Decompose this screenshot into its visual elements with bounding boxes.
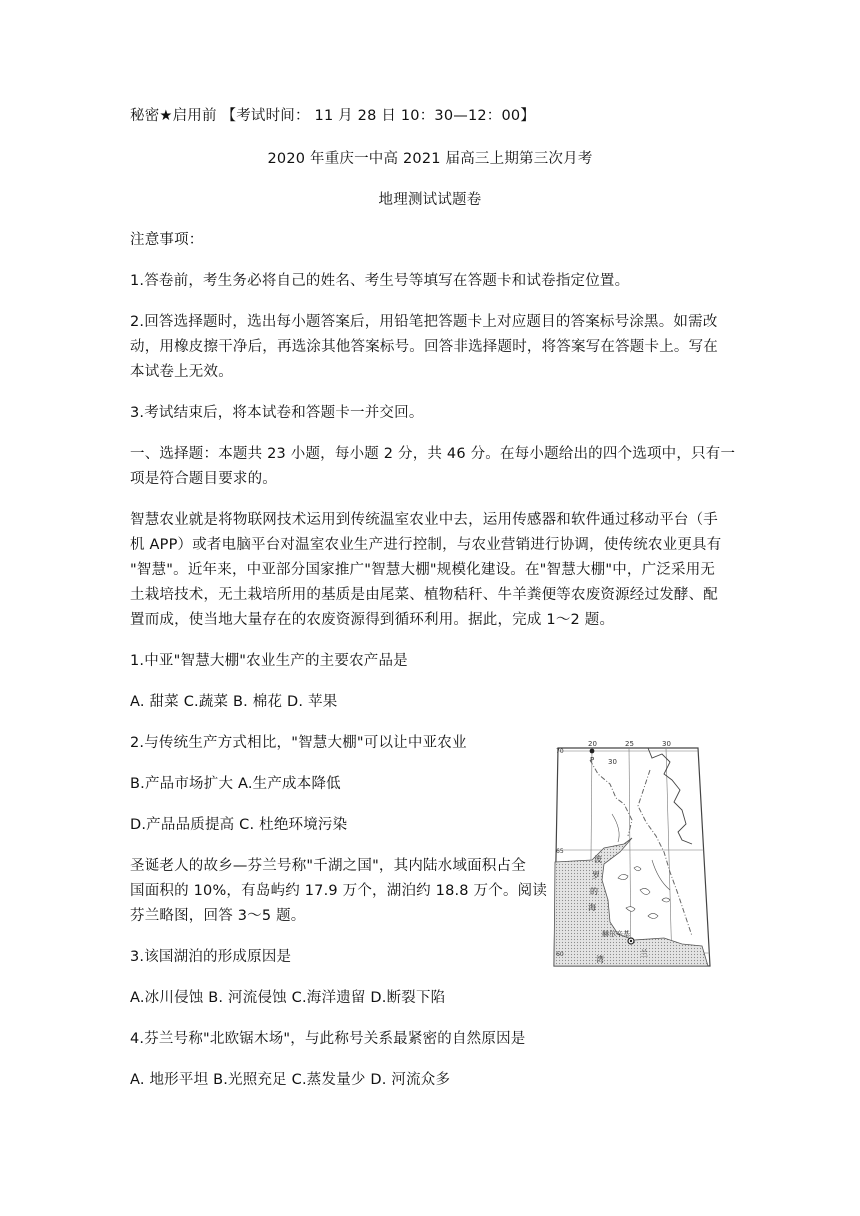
note-item-2-line-2: 动，用橡皮擦干净后，再选涂其他答案标号。回答非选择题时，将答案写在答题卡上。写在 — [130, 339, 718, 355]
passage1-line-3: "智慧"。近年来，中亚部分国家推广"智慧大棚"规模化建设。在"智慧大棚"中，广泛采用无 — [130, 562, 716, 578]
question-1-options: A. 甜菜 C.蔬菜 B. 棉花 D. 苹果 — [130, 694, 338, 710]
passage1-line-2: 机 APP）或者电脑平台对温室农业生产进行控制，与农业营销进行协调，使传统农业更具有 — [130, 537, 722, 553]
lat-label-70: 70 — [556, 748, 564, 755]
secret-line: 秘密★启用前 【考试时间： 11 月 28 日 10：30—12：00】 — [130, 108, 536, 124]
finland-map — [552, 740, 712, 968]
lat-label-60: 60 — [556, 951, 564, 958]
note-item-2-line-3: 本试卷上无效。 — [130, 364, 233, 380]
sea-label-4: 海 — [588, 903, 596, 912]
lon-label-25: 25 — [625, 740, 634, 748]
passage1-line-1: 智慧农业就是将物联网技术运用到传统温室农业中去，运用传感器和软件通过移动平台（手 — [130, 512, 718, 528]
note-item-1: 1.答卷前，考生务必将自己的姓名、考生号等填写在答题卡和试卷指定位置。 — [130, 273, 630, 289]
lat-label-65: 65 — [556, 848, 564, 855]
exam-subtitle: 地理测试试题卷 — [378, 192, 482, 208]
capital-label: 赫尔辛基 — [602, 930, 630, 938]
question-4-stem: 4.芬兰号称"北欧锯木场"，与此称号关系最紧密的自然原因是 — [130, 1031, 526, 1047]
point-p-label: P — [590, 756, 595, 764]
section1-line-1: 一、选择题：本题共 23 小题，每小题 2 分，共 46 分。在每小题给出的四个选项中，只有一 — [130, 446, 736, 462]
question-4-options: A. 地形平坦 B.光照充足 C.蒸发量少 D. 河流众多 — [130, 1072, 451, 1088]
sea-label-2: 罗 — [592, 871, 600, 880]
question-3-options: A.冰川侵蚀 B. 河流侵蚀 C.海洋遗留 D.断裂下陷 — [130, 990, 446, 1006]
sea-label-1: 波 — [594, 855, 602, 864]
note-item-3: 3.考试结束后，将本试卷和答题卡一并交回。 — [130, 405, 424, 421]
question-2-stem: 2.与传统生产方式相比，"智慧大棚"可以让中亚农业 — [130, 735, 467, 751]
gulf-name-label: 兰 — [640, 949, 648, 958]
section1-line-2: 项是符合题目要求的。 — [130, 471, 277, 487]
gulf-label: 湾 — [596, 955, 604, 964]
sea-label-3: 的 — [590, 887, 598, 896]
lon-label-30: 30 — [662, 740, 671, 748]
question-3-stem: 3.该国湖泊的形成原因是 — [130, 949, 292, 965]
passage1-line-5: 置而成，使当地大量存在的农废资源得到循环利用。据此，完成 1～2 题。 — [130, 612, 615, 628]
passage2-line-1: 圣诞老人的故乡—芬兰号称"千湖之国"，其内陆水域面积占全 — [130, 858, 526, 874]
exam-title: 2020 年重庆一中高 2021 届高三上期第三次月考 — [267, 151, 593, 167]
point-p-marker — [590, 749, 595, 754]
note-item-2-line-1: 2.回答选择题时，选出每小题答案后，用铅笔把答题卡上对应题目的答案标号涂黑。如需改 — [130, 314, 718, 330]
question-1-stem: 1.中亚"智慧大棚"农业生产的主要农产品是 — [130, 653, 408, 669]
capital-dot — [630, 940, 632, 942]
question-2-options-2: D.产品品质提高 C. 杜绝环境污染 — [130, 817, 348, 833]
passage2-line-3: 芬兰略图，回答 3～5 题。 — [130, 908, 306, 924]
passage1-line-4: 土栽培技术，无土栽培所用的基质是由尾菜、植物秸秆、牛羊粪便等农废资源经过发酵、配 — [130, 587, 718, 603]
passage2-line-2: 国面积的 10%，有岛屿约 17.9 万个，湖泊约 18.8 万个。阅读 — [130, 883, 548, 899]
map-label-30: 30 — [608, 758, 617, 766]
notes-heading: 注意事项： — [130, 232, 204, 248]
lon-label-20: 20 — [588, 740, 597, 748]
question-2-options-1: B.产品市场扩大 A.生产成本降低 — [130, 776, 341, 792]
